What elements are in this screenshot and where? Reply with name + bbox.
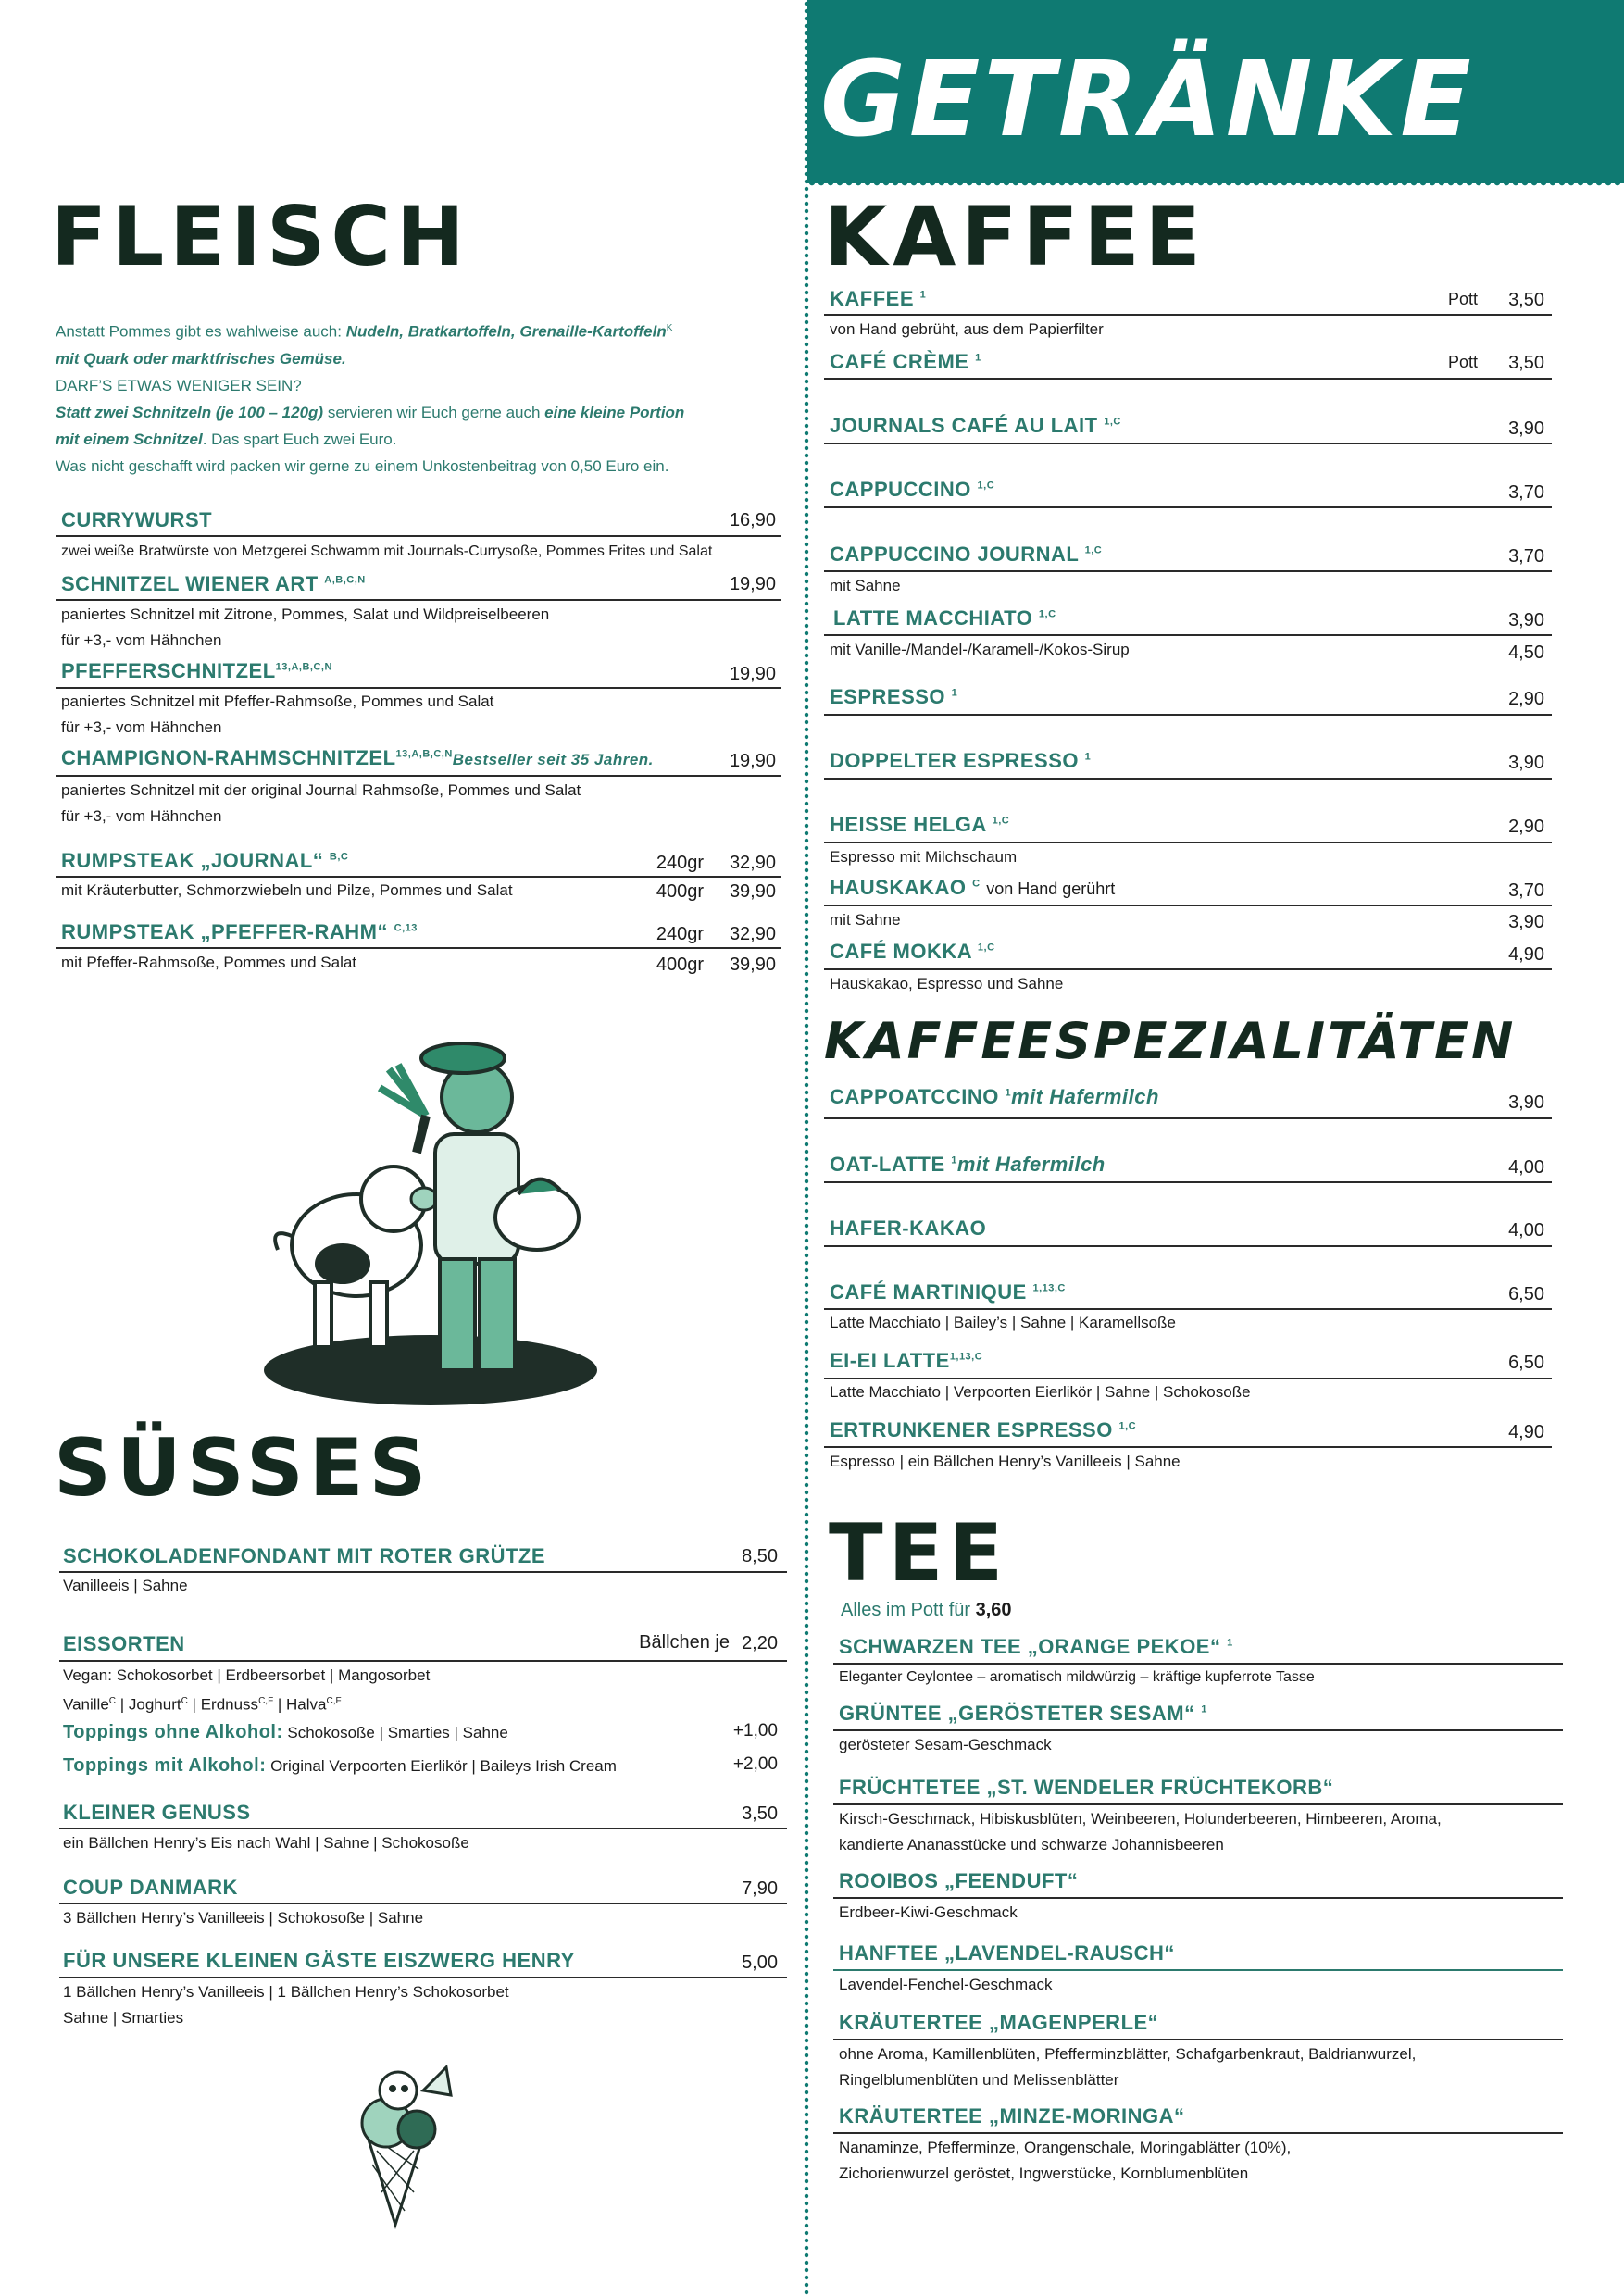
- divider: [59, 1977, 787, 1978]
- fleisch-heading: FLEISCH: [51, 189, 470, 284]
- menu-item-desc: Nanaminze, Pfefferminze, Orangenschale, Moringablätter (10%),: [839, 2139, 1292, 2156]
- menu-item-title: EISSORTEN: [63, 1632, 185, 1655]
- menu-item-title: [61, 920, 418, 944]
- tee-heading: TEE: [829, 1507, 1009, 1600]
- title-text: OAT-LATTE: [830, 1153, 945, 1176]
- eis-vegan: Vegan: Schokosorbet | Erdbeersorbet | Mangosorbet: [63, 1666, 431, 1684]
- divider: [59, 1828, 787, 1829]
- size-label: Pott: [1447, 353, 1478, 371]
- divider: [56, 535, 781, 537]
- note-text: Statt zwei Schnitzeln (je 100 – 120g): [56, 403, 324, 421]
- menu-item-title: [830, 749, 1091, 773]
- pott-label: Alles im Pott für: [841, 1600, 976, 1620]
- menu-item-price: 8,50: [742, 1546, 778, 1566]
- suesses-heading: SÜSSES: [54, 1422, 432, 1515]
- kaffee-heading: KAFFEE: [824, 189, 1206, 284]
- divider: [824, 570, 1552, 572]
- menu-item-desc: Lavendel-Fenchel-Geschmack: [839, 1976, 1053, 1993]
- allergen-sup: C,F: [258, 1696, 274, 1706]
- divider: [56, 599, 781, 601]
- title-text: JOURNALS CAFÉ AU LAIT: [830, 414, 1098, 437]
- menu-item-price: 3,50: [1508, 353, 1544, 373]
- menu-item-title: [830, 414, 1121, 438]
- divider: [824, 378, 1552, 380]
- note-text: eine kleine Portion: [544, 403, 685, 421]
- toppings-no-alcohol: [63, 1719, 508, 1746]
- menu-item-price: 6,50: [1508, 1284, 1544, 1304]
- menu-item-desc: Espresso mit Milchschaum: [830, 848, 1018, 866]
- menu-item-title: [830, 478, 994, 502]
- eis-sort: | Joghurt: [116, 1695, 181, 1714]
- menu-item-price: 3,50: [1508, 290, 1544, 310]
- banner-title: GETRÄNKE: [820, 40, 1475, 160]
- allergen-sup: C,13: [394, 922, 418, 934]
- menu-item-desc: 1 Bällchen Henry’s Vanilleeis | 1 Bällchen Henry’s Schokosorbet: [63, 1983, 509, 2001]
- title-text: RUMPSTEAK „PFEFFER-RAHM“: [61, 920, 388, 943]
- farmer-pig-illustration: [241, 1014, 611, 1412]
- note-text: mit Quark oder marktfrisches Gemüse.: [56, 349, 346, 368]
- hauskakao-note: von Hand gerührt: [986, 880, 1116, 898]
- divider: [824, 842, 1552, 843]
- title-text: HAUSKAKAO: [830, 876, 967, 899]
- menu-item-price: 3,90: [1508, 418, 1544, 439]
- menu-item-title: [830, 543, 1102, 567]
- title-text: DOPPELTER ESPRESSO: [830, 749, 1079, 772]
- menu-item-price: 3,70: [1508, 546, 1544, 567]
- title-text: CAPPOATCCINO: [830, 1085, 999, 1108]
- title-text: CAFÉ MOKKA: [830, 940, 972, 963]
- menu-item-desc: für +3,- vom Hähnchen: [61, 718, 222, 736]
- allergen-sup: 1,C: [977, 942, 995, 954]
- menu-item-price: 3,70: [1508, 482, 1544, 503]
- allergen-sup: A,B,C,N: [324, 574, 366, 586]
- allergen-sup: 1,C: [1118, 1420, 1137, 1432]
- title-text: CAPPUCCINO: [830, 478, 971, 501]
- size-label: Pott: [1447, 290, 1478, 308]
- menu-item-price: 19,90: [729, 751, 776, 771]
- menu-item-desc: Espresso | ein Bällchen Henry’s Vanilleeis | Sahne: [830, 1453, 1181, 1470]
- note-text: Was nicht geschafft wird packen wir gerne zu einem Unkostenbeitrag von 0,50 Euro ein.: [56, 456, 669, 475]
- menu-item-title: FRÜCHTETEE „ST. WENDELER FRÜCHTEKORB“: [839, 1776, 1334, 1799]
- menu-item-price: 32,90: [729, 924, 776, 944]
- menu-item-title: [61, 746, 654, 770]
- allergen-sup: 1,C: [992, 815, 1010, 827]
- menu-item-price: 3,70: [1508, 880, 1544, 901]
- menu-item-title: COUP DANMARK: [63, 1876, 238, 1899]
- menu-item-price: 19,90: [729, 574, 776, 594]
- menu-item-title: [839, 1702, 1207, 1726]
- tee-pott-note: [841, 1600, 1012, 1621]
- title-text: LATTE MACCHIATO: [833, 606, 1033, 630]
- menu-item-price: 3,50: [742, 1803, 778, 1824]
- menu-item-title: CURRYWURST: [61, 508, 213, 531]
- menu-item-title: [61, 849, 348, 873]
- steak-weight: 240gr: [656, 853, 704, 873]
- title-text: SCHNITZEL WIENER ART: [61, 572, 319, 595]
- title-text: HEISSE HELGA: [830, 813, 986, 836]
- allergen-sup: 1,C: [1038, 608, 1056, 620]
- menu-item-title: FÜR UNSERE KLEINEN GÄSTE EISZWERG HENRY: [63, 1949, 575, 1972]
- title-text: GRÜNTEE „GERÖSTETER SESAM“: [839, 1702, 1195, 1725]
- menu-item-title: HAFER-KAKAO: [830, 1217, 987, 1240]
- menu-item-title: [833, 606, 1056, 630]
- menu-item-title: ROOIBOS „FEENDUFT“: [839, 1869, 1079, 1892]
- toppings-label: Toppings ohne Alkohol:: [63, 1722, 283, 1742]
- title-text: CAPPUCCINO JOURNAL: [830, 543, 1079, 566]
- divider: [824, 1446, 1552, 1448]
- menu-item-title: [830, 1280, 1066, 1304]
- menu-item-desc: Erdbeer-Kiwi-Geschmack: [839, 1903, 1018, 1921]
- menu-item-price: 3,90: [1508, 1092, 1544, 1113]
- divider: [824, 506, 1552, 508]
- menu-item-title: KRÄUTERTEE „MINZE-MORINGA“: [839, 2104, 1185, 2128]
- allergen-sup: C,F: [326, 1696, 342, 1706]
- menu-item-title: [830, 813, 1009, 837]
- eis-sort: | Halva: [273, 1695, 327, 1714]
- menu-item-price: 39,90: [729, 955, 776, 975]
- menu-item-desc: für +3,- vom Hähnchen: [61, 807, 222, 825]
- toppings-desc: Schokosoße | Smarties | Sahne: [282, 1724, 508, 1741]
- divider: [833, 1803, 1563, 1805]
- toppings-label: Toppings mit Alkohol:: [63, 1755, 267, 1776]
- divider: [833, 1969, 1563, 1971]
- allergen-sup: 1,C: [977, 480, 995, 492]
- divider: [833, 2132, 1563, 2134]
- divider: [56, 775, 781, 777]
- allergen-sup: 1: [951, 687, 958, 699]
- divider: [824, 634, 1552, 636]
- menu-item-price: 5,00: [742, 1953, 778, 1973]
- allergen-sup: 1: [1005, 1087, 1012, 1099]
- menu-item-title: HANFTEE „LAVENDEL-RAUSCH“: [839, 1941, 1175, 1965]
- divider: [59, 1903, 787, 1904]
- menu-item-desc: 3 Bällchen Henry’s Vanilleeis | Schokosoße | Sahne: [63, 1909, 424, 1927]
- menu-item-desc: kandierte Ananasstücke und schwarze Johannisbeeren: [839, 1836, 1224, 1853]
- menu-item-desc: Hauskakao, Espresso und Sahne: [830, 975, 1064, 992]
- eis-sort: Vanille: [63, 1695, 109, 1714]
- allergen-sup: 1: [1201, 1703, 1207, 1716]
- note-text: Anstatt Pommes gibt es wahlweise auch:: [56, 322, 346, 341]
- bestseller-note: Bestseller seit 35 Jahren.: [452, 751, 654, 768]
- menu-item-price: 6,50: [1508, 1353, 1544, 1373]
- menu-item-desc: Latte Macchiato | Bailey’s | Sahne | Karamellsoße: [830, 1314, 1176, 1331]
- menu-item-price: 4,00: [1508, 1220, 1544, 1241]
- title-text: ERTRUNKENER ESPRESSO: [830, 1418, 1113, 1441]
- hafermilch-note: mit Hafermilch: [956, 1153, 1106, 1176]
- divider: [824, 1181, 1552, 1183]
- title-text: ESPRESSO: [830, 685, 946, 708]
- allergen-sup: 1: [951, 1154, 957, 1167]
- fleisch-notes: [56, 315, 684, 480]
- toppings-price: +2,00: [732, 1754, 778, 1774]
- menu-item-title: [830, 940, 995, 964]
- note-text: Nudeln, Bratkartoffeln, Grenaille-Kartoffeln: [345, 322, 667, 341]
- ice-cream-illustration: [344, 2063, 456, 2229]
- divider: [824, 905, 1552, 906]
- divider: [833, 1897, 1563, 1899]
- allergen-sup: 13,A,B,C,N: [395, 748, 453, 760]
- menu-item-desc: mit Pfeffer-Rahmsoße, Pommes und Salat: [61, 954, 357, 971]
- menu-item-title: [830, 685, 957, 709]
- menu-item-title: [61, 659, 332, 683]
- menu-item-title: [61, 572, 366, 596]
- divider: [59, 1660, 787, 1662]
- divider: [824, 778, 1552, 780]
- menu-item-title: [830, 1349, 982, 1373]
- menu-item-title: [830, 350, 981, 374]
- menu-item-desc: mit Kräuterbutter, Schmorzwiebeln und Pilze, Pommes und Salat: [61, 881, 513, 899]
- menu-item-desc: Zichorienwurzel geröstet, Ingwerstücke, Kornblumenblüten: [839, 2165, 1249, 2182]
- allergen-sup: 1,13,C: [949, 1351, 983, 1363]
- menu-item-desc: mit Sahne: [830, 577, 901, 594]
- menu-item-price: 4,90: [1508, 1422, 1544, 1442]
- note-text: . Das spart Euch zwei Euro.: [202, 430, 397, 448]
- menu-item-title: [830, 1153, 1106, 1177]
- title-text: KAFFEE: [830, 287, 914, 310]
- menu-item-desc: zwei weiße Bratwürste von Metzgerei Schwamm mit Journals-Currysoße, Pommes Frites und Salat: [61, 543, 713, 559]
- menu-item-price: 3,90: [1508, 610, 1544, 630]
- steak-weight: 400gr: [656, 881, 704, 902]
- menu-item-desc: mit Vanille-/Mandel-/Karamell-/Kokos-Sirup: [830, 641, 1130, 658]
- toppings-price: +1,00: [732, 1721, 778, 1741]
- allergen-sup: 1: [975, 352, 981, 364]
- menu-item-price: 2,90: [1508, 817, 1544, 837]
- pott-price: 3,60: [975, 1600, 1012, 1620]
- menu-item-price: 4,50: [1508, 643, 1544, 663]
- allergen-sup: 1: [1084, 751, 1092, 763]
- menu-item-price: 3,90: [1508, 912, 1544, 932]
- note-text: mit einem Schnitzel: [56, 430, 203, 448]
- allergen-sup: 13,A,B,C,N: [275, 661, 332, 673]
- title-text: CHAMPIGNON-RAHMSCHNITZEL: [61, 746, 396, 769]
- allergen-sup: 1: [1227, 1637, 1233, 1649]
- divider: [824, 1245, 1552, 1247]
- note-sup: K: [666, 323, 673, 333]
- note-text: servieren wir Euch gerne auch: [323, 403, 545, 421]
- menu-item-price: 19,90: [729, 664, 776, 684]
- menu-item-price: 4,90: [1508, 944, 1544, 965]
- menu-item-desc: Vanilleeis | Sahne: [63, 1577, 188, 1594]
- allergen-sup: 1,C: [1104, 416, 1121, 428]
- menu-item-price: 7,90: [742, 1878, 778, 1899]
- menu-item-title: [830, 1418, 1136, 1442]
- divider: [833, 1729, 1563, 1731]
- menu-item-desc: von Hand gebrüht, aus dem Papierfilter: [830, 320, 1104, 338]
- menu-item-title: [839, 1635, 1233, 1659]
- toppings-alcohol: [63, 1753, 617, 1779]
- menu-item-desc: für +3,- vom Hähnchen: [61, 631, 222, 649]
- column-divider: [804, 0, 809, 2296]
- menu-item-title: [830, 287, 926, 311]
- menu-item-price: 16,90: [729, 510, 776, 530]
- hafermilch-note: mit Hafermilch: [1011, 1085, 1159, 1108]
- divider: [824, 714, 1552, 716]
- divider: [56, 947, 781, 949]
- divider: [824, 1117, 1552, 1119]
- menu-item-desc: Sahne | Smarties: [63, 2009, 184, 2027]
- title-text: SCHWARZEN TEE „ORANGE PEKOE“: [839, 1635, 1221, 1658]
- title-text: RUMPSTEAK „JOURNAL“: [61, 849, 324, 872]
- menu-item-desc: Ringelblumenblüten und Melissenblätter: [839, 2071, 1119, 2089]
- title-text: PFEFFERSCHNITZEL: [61, 659, 276, 682]
- menu-item-desc: paniertes Schnitzel mit Pfeffer-Rahmsoße, Pommes und Salat: [61, 693, 494, 710]
- menu-item-desc: ein Bällchen Henry’s Eis nach Wahl | Sahne | Schokosoße: [63, 1834, 469, 1852]
- menu-item-price: 3,90: [1508, 753, 1544, 773]
- spezial-heading: KAFFEESPEZIALITÄTEN: [824, 1012, 1517, 1070]
- note-text: DARF’S ETWAS WENIGER SEIN?: [56, 376, 302, 394]
- banner-scallop-edge: [807, 178, 1624, 187]
- menu-item-price: 2,20: [742, 1633, 778, 1653]
- divider: [833, 2039, 1563, 2040]
- menu-item-desc: mit Sahne: [830, 911, 901, 929]
- divider: [824, 968, 1552, 970]
- allergen-sup: 1,13,C: [1032, 1282, 1066, 1294]
- title-text: CAFÉ MARTINIQUE: [830, 1280, 1027, 1304]
- allergen-sup: 1: [919, 289, 927, 301]
- eis-sorts: [63, 1689, 342, 1718]
- menu-item-title: [830, 876, 1115, 900]
- menu-item-desc: paniertes Schnitzel mit der original Journal Rahmsoße, Pommes und Salat: [61, 781, 581, 799]
- menu-item-desc: Latte Macchiato | Verpoorten Eierlikör | Sahne | Schokosoße: [830, 1383, 1251, 1401]
- menu-item-price: 4,00: [1508, 1157, 1544, 1178]
- title-text: CAFÉ CRÈME: [830, 350, 969, 373]
- menu-item-title: KRÄUTERTEE „MAGENPERLE“: [839, 2011, 1159, 2034]
- toppings-desc: Original Verpoorten Eierlikör | Baileys Irish Cream: [266, 1757, 617, 1775]
- menu-item-title: KLEINER GENUSS: [63, 1801, 251, 1824]
- steak-weight: 240gr: [656, 924, 704, 944]
- allergen-sup: B,C: [329, 851, 349, 863]
- steak-weight: 400gr: [656, 955, 704, 975]
- menu-item-price: 32,90: [729, 853, 776, 873]
- title-text: EI-EI LATTE: [830, 1349, 950, 1372]
- menu-item-desc: Eleganter Ceylontee – aromatisch mildwürzig – kräftige kupferrote Tasse: [839, 1669, 1315, 1685]
- menu-item-desc: paniertes Schnitzel mit Zitrone, Pommes, Salat und Wildpreiselbeeren: [61, 605, 550, 623]
- menu-item-price: 2,90: [1508, 689, 1544, 709]
- eis-sort: | Erdnuss: [187, 1695, 259, 1714]
- menu-item-desc: Kirsch-Geschmack, Hibiskusblüten, Weinbeeren, Holunderbeeren, Himbeeren, Aroma,: [839, 1810, 1442, 1828]
- menu-item-title: [830, 1085, 1159, 1109]
- allergen-sup: 1,C: [1084, 544, 1103, 556]
- divider: [824, 443, 1552, 444]
- allergen-sup: C: [181, 1696, 188, 1706]
- menu-item-price: 39,90: [729, 881, 776, 902]
- allergen-sup: C: [972, 878, 981, 890]
- menu-item-desc: ohne Aroma, Kamillenblüten, Pfefferminzblätter, Schafgarbenkraut, Baldrianwurzel,: [839, 2045, 1417, 2063]
- eis-label: Bällchen je: [639, 1632, 730, 1653]
- menu-item-title: SCHOKOLADENFONDANT MIT ROTER GRÜTZE: [63, 1544, 546, 1567]
- divider: [824, 314, 1552, 316]
- allergen-sup: C: [108, 1696, 117, 1706]
- menu-item-desc: gerösteter Sesam-Geschmack: [839, 1736, 1052, 1753]
